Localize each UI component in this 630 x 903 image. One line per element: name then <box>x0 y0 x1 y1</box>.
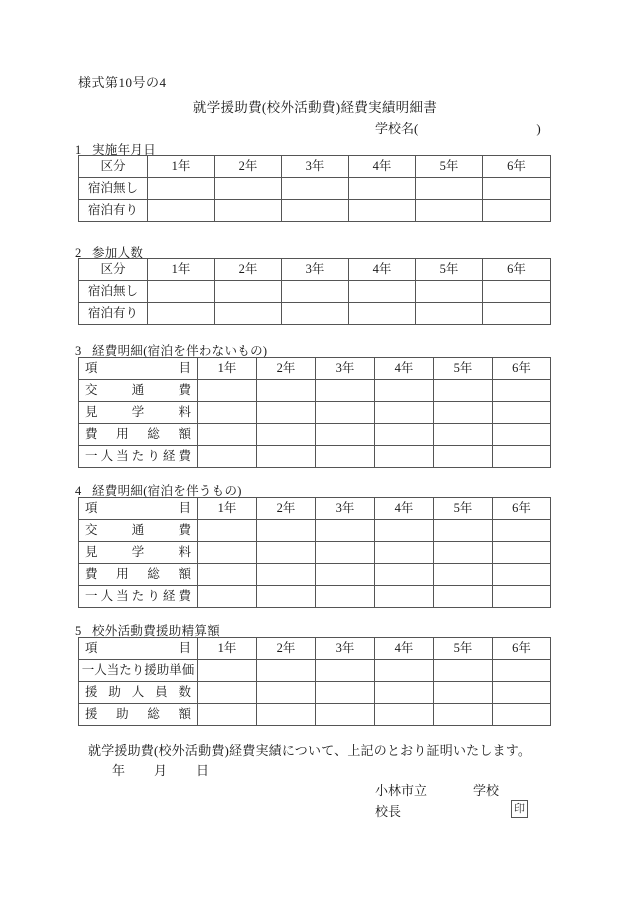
label-part: 数 <box>178 685 191 699</box>
date-line[interactable] <box>112 760 209 779</box>
label-part: 費 <box>85 427 98 441</box>
input-cell[interactable] <box>148 281 215 303</box>
section-label-5: 校外活動費援助精算額 <box>92 624 221 638</box>
column-header-kubun: 区分 <box>79 156 148 178</box>
label-part: 費 <box>178 523 191 537</box>
column-header-year: 6年 <box>493 358 551 380</box>
date-day-label: 日 <box>196 763 210 778</box>
input-cell[interactable] <box>198 424 257 446</box>
page-title: 就学援助費(校外活動費)経費実績明細書 <box>192 100 438 115</box>
label-part: 学 <box>131 405 145 419</box>
column-header-year: 2年 <box>257 358 316 380</box>
input-cell[interactable] <box>483 303 551 325</box>
column-header-year: 2年 <box>257 498 316 520</box>
column-header-year: 3年 <box>316 358 375 380</box>
input-cell[interactable] <box>148 178 215 200</box>
label-part: 一 <box>85 449 98 463</box>
section-number-1: 1 <box>75 143 82 157</box>
table-row <box>79 564 551 586</box>
input-cell[interactable] <box>316 542 375 564</box>
input-cell[interactable] <box>493 660 551 682</box>
table-row <box>79 156 551 178</box>
input-cell[interactable] <box>257 704 316 726</box>
input-cell[interactable] <box>349 178 416 200</box>
label-part: 用 <box>116 427 129 441</box>
label-part: 料 <box>178 405 191 419</box>
label-part: 人 <box>100 589 114 603</box>
table-row <box>79 704 551 726</box>
input-cell[interactable] <box>434 704 493 726</box>
input-cell[interactable] <box>434 542 493 564</box>
row-label: 宿泊無し <box>79 178 148 200</box>
input-cell[interactable] <box>416 303 483 325</box>
table-row <box>79 586 551 608</box>
label-part: 当 <box>116 589 129 603</box>
input-cell[interactable] <box>375 446 434 468</box>
input-cell[interactable] <box>375 660 434 682</box>
section-number-2: 2 <box>75 246 82 260</box>
label-part: 援 <box>85 685 98 699</box>
municipality-label: 小林市立 <box>375 783 428 798</box>
seal-stamp-icon: 印 <box>511 800 528 818</box>
column-header-year: 6年 <box>493 638 551 660</box>
table-row <box>79 520 551 542</box>
input-cell[interactable] <box>148 303 215 325</box>
label-part: 人 <box>131 685 145 699</box>
input-cell[interactable] <box>434 520 493 542</box>
label-part: 通 <box>131 523 145 537</box>
input-cell[interactable] <box>257 660 316 682</box>
input-cell[interactable] <box>416 178 483 200</box>
label-part: 額 <box>178 707 191 721</box>
row-label <box>79 520 198 542</box>
row-label <box>79 402 198 424</box>
input-cell[interactable] <box>257 446 316 468</box>
column-header-year: 1年 <box>198 358 257 380</box>
input-cell[interactable] <box>257 380 316 402</box>
section-label-4: 経費明細(宿泊を伴うもの) <box>92 484 242 498</box>
label-part: 通 <box>131 383 145 397</box>
label-part: 総 <box>147 707 160 721</box>
input-cell[interactable] <box>493 542 551 564</box>
column-header-year: 4年 <box>375 638 434 660</box>
input-cell[interactable] <box>349 200 416 222</box>
input-cell[interactable] <box>198 402 257 424</box>
label-part: 一 <box>85 589 98 603</box>
label-part: り <box>147 589 160 603</box>
label-part: 助 <box>108 685 121 699</box>
column-header-year: 6年 <box>493 498 551 520</box>
table-row <box>79 358 551 380</box>
input-cell[interactable] <box>257 586 316 608</box>
column-header-year: 6年 <box>483 156 551 178</box>
input-cell[interactable] <box>375 380 434 402</box>
table-section-3 <box>78 357 551 468</box>
section-number-5: 5 <box>75 624 82 638</box>
input-cell[interactable] <box>282 178 349 200</box>
column-header-year: 5年 <box>416 156 483 178</box>
input-cell[interactable] <box>493 586 551 608</box>
label-part: 費 <box>178 589 191 603</box>
column-header-year: 1年 <box>198 498 257 520</box>
column-header-year: 5年 <box>416 259 483 281</box>
column-header-year: 5年 <box>434 498 493 520</box>
input-cell[interactable] <box>493 682 551 704</box>
input-cell[interactable] <box>434 424 493 446</box>
column-header-year: 5年 <box>434 358 493 380</box>
input-cell[interactable] <box>375 564 434 586</box>
table-row <box>79 446 551 468</box>
column-header-komoku <box>79 638 198 660</box>
table-row <box>79 402 551 424</box>
input-cell[interactable] <box>198 660 257 682</box>
input-cell[interactable] <box>349 281 416 303</box>
input-cell[interactable] <box>257 682 316 704</box>
input-cell[interactable] <box>375 520 434 542</box>
input-cell[interactable] <box>215 178 282 200</box>
input-cell[interactable] <box>375 586 434 608</box>
input-cell[interactable] <box>434 564 493 586</box>
school-name-field[interactable] <box>375 118 541 137</box>
input-cell[interactable] <box>493 380 551 402</box>
input-cell[interactable] <box>316 402 375 424</box>
row-label: 宿泊無し <box>79 281 148 303</box>
column-header-year: 1年 <box>148 156 215 178</box>
table-row <box>79 178 551 200</box>
section-number-3: 3 <box>75 344 82 358</box>
input-cell[interactable] <box>434 660 493 682</box>
row-label <box>79 586 198 608</box>
row-label <box>79 682 198 704</box>
input-cell[interactable] <box>198 564 257 586</box>
label-part: た <box>131 449 145 463</box>
input-cell[interactable] <box>316 704 375 726</box>
column-header-year: 4年 <box>375 498 434 520</box>
header-part: 項 <box>85 361 98 375</box>
input-cell[interactable] <box>257 542 316 564</box>
label-part: 額 <box>178 427 191 441</box>
input-cell[interactable] <box>349 303 416 325</box>
school-name-label: 学校名( <box>375 121 419 136</box>
label-part: 交 <box>85 383 98 397</box>
input-cell[interactable] <box>434 682 493 704</box>
column-header-year: 5年 <box>434 638 493 660</box>
input-cell[interactable] <box>198 542 257 564</box>
input-cell[interactable] <box>282 281 349 303</box>
input-cell[interactable] <box>316 446 375 468</box>
header-part: 目 <box>178 361 191 375</box>
row-label <box>79 446 198 468</box>
input-cell[interactable] <box>483 281 551 303</box>
column-header-komoku <box>79 498 198 520</box>
date-year-label: 年 <box>112 763 126 778</box>
input-cell[interactable] <box>375 402 434 424</box>
table-row <box>79 660 551 682</box>
header-part: 項 <box>85 641 98 655</box>
section-label-3: 経費明細(宿泊を伴わないもの) <box>92 344 268 358</box>
table-row <box>79 638 551 660</box>
input-cell[interactable] <box>375 424 434 446</box>
input-cell[interactable] <box>493 446 551 468</box>
column-header-year: 4年 <box>349 259 416 281</box>
column-header-year: 3年 <box>316 638 375 660</box>
input-cell[interactable] <box>316 564 375 586</box>
label-part: 員 <box>155 685 168 699</box>
input-cell[interactable] <box>434 446 493 468</box>
table-row <box>79 380 551 402</box>
table-section-5 <box>78 637 551 726</box>
label-part: 人 <box>100 449 114 463</box>
row-label: 宿泊有り <box>79 303 148 325</box>
table-row <box>79 281 551 303</box>
row-label <box>79 380 198 402</box>
certification-statement: 就学援助費(校外活動費)経費実績について、上記のとおり証明いたします。 <box>88 743 532 758</box>
label-part: 見 <box>85 545 98 559</box>
row-label <box>79 542 198 564</box>
input-cell[interactable] <box>316 682 375 704</box>
table-row <box>79 259 551 281</box>
column-header-year: 2年 <box>257 638 316 660</box>
section-label-1: 実施年月日 <box>92 143 157 157</box>
label-part: 料 <box>178 545 191 559</box>
table-section-1 <box>78 155 551 222</box>
input-cell[interactable] <box>257 564 316 586</box>
input-cell[interactable] <box>434 586 493 608</box>
input-cell[interactable] <box>198 704 257 726</box>
table-section-2 <box>78 258 551 325</box>
label-part: 用 <box>116 567 129 581</box>
input-cell[interactable] <box>493 424 551 446</box>
label-part: 学 <box>131 545 145 559</box>
input-cell[interactable] <box>434 402 493 424</box>
input-cell[interactable] <box>257 520 316 542</box>
input-cell[interactable] <box>198 586 257 608</box>
column-header-year: 4年 <box>375 358 434 380</box>
label-part: り <box>147 449 160 463</box>
table-row <box>79 200 551 222</box>
label-part: 総 <box>147 427 160 441</box>
input-cell[interactable] <box>198 380 257 402</box>
table-row <box>79 424 551 446</box>
label-part: 一人当たり援助単価 <box>81 663 195 677</box>
input-cell[interactable] <box>416 200 483 222</box>
principal-signature-line: 校長 <box>375 804 402 819</box>
input-cell[interactable] <box>493 564 551 586</box>
input-cell[interactable] <box>416 281 483 303</box>
label-part: 費 <box>178 449 191 463</box>
table-row <box>79 303 551 325</box>
column-header-year: 2年 <box>215 259 282 281</box>
column-header-year: 3年 <box>316 498 375 520</box>
label-part: 総 <box>147 567 160 581</box>
input-cell[interactable] <box>215 200 282 222</box>
row-label <box>79 564 198 586</box>
column-header-year: 4年 <box>349 156 416 178</box>
row-label <box>79 424 198 446</box>
label-part: 費 <box>85 567 98 581</box>
column-header-year: 6年 <box>483 259 551 281</box>
input-cell[interactable] <box>148 200 215 222</box>
input-cell[interactable] <box>316 660 375 682</box>
label-part: 援 <box>85 707 98 721</box>
header-part: 項 <box>85 501 98 515</box>
column-header-kubun: 区分 <box>79 259 148 281</box>
column-header-year: 1年 <box>198 638 257 660</box>
label-part: 経 <box>162 449 176 463</box>
row-label <box>79 660 198 682</box>
header-part: 目 <box>178 501 191 515</box>
column-header-year: 2年 <box>215 156 282 178</box>
input-cell[interactable] <box>483 200 551 222</box>
label-part: 額 <box>178 567 191 581</box>
input-cell[interactable] <box>493 402 551 424</box>
school-name-close-paren: ) <box>536 121 541 136</box>
input-cell[interactable] <box>316 586 375 608</box>
column-header-year: 3年 <box>282 259 349 281</box>
header-part: 目 <box>178 641 191 655</box>
label-part: た <box>131 589 145 603</box>
label-part: 見 <box>85 405 98 419</box>
form-code: 様式第10号の4 <box>78 75 167 90</box>
input-cell[interactable] <box>198 520 257 542</box>
section-label-2: 参加人数 <box>92 246 144 260</box>
label-part: 交 <box>85 523 98 537</box>
input-cell[interactable] <box>375 704 434 726</box>
table-row <box>79 542 551 564</box>
row-label: 宿泊有り <box>79 200 148 222</box>
label-part: 費 <box>178 383 191 397</box>
column-header-year: 3年 <box>282 156 349 178</box>
column-header-komoku <box>79 358 198 380</box>
input-cell[interactable] <box>215 303 282 325</box>
input-cell[interactable] <box>282 200 349 222</box>
school-signature-line <box>375 780 499 799</box>
label-part: 当 <box>116 449 129 463</box>
input-cell[interactable] <box>198 682 257 704</box>
input-cell[interactable] <box>198 446 257 468</box>
input-cell[interactable] <box>493 520 551 542</box>
table-section-4 <box>78 497 551 608</box>
table-row <box>79 682 551 704</box>
input-cell[interactable] <box>316 424 375 446</box>
input-cell[interactable] <box>257 424 316 446</box>
input-cell[interactable] <box>215 281 282 303</box>
input-cell[interactable] <box>375 682 434 704</box>
input-cell[interactable] <box>257 402 316 424</box>
row-label <box>79 704 198 726</box>
label-part: 助 <box>116 707 129 721</box>
input-cell[interactable] <box>316 520 375 542</box>
input-cell[interactable] <box>282 303 349 325</box>
input-cell[interactable] <box>434 380 493 402</box>
column-header-year: 1年 <box>148 259 215 281</box>
input-cell[interactable] <box>316 380 375 402</box>
input-cell[interactable] <box>375 542 434 564</box>
section-number-4: 4 <box>75 484 82 498</box>
date-month-label: 月 <box>154 763 168 778</box>
input-cell[interactable] <box>493 704 551 726</box>
table-row <box>79 498 551 520</box>
school-suffix-label: 学校 <box>473 783 500 798</box>
label-part: 経 <box>162 589 176 603</box>
input-cell[interactable] <box>483 178 551 200</box>
